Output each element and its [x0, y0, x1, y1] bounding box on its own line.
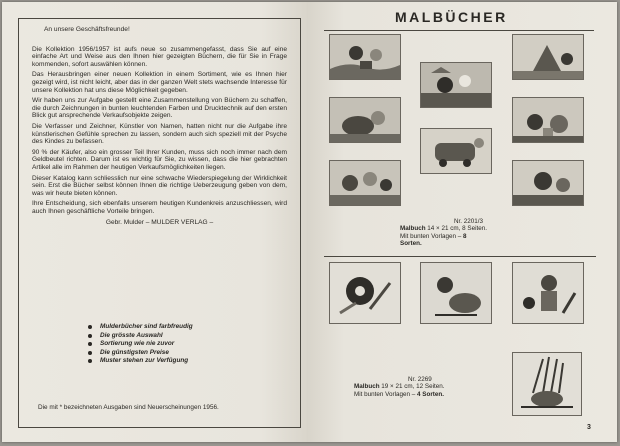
coloring-book-cover-image [329, 97, 401, 143]
section-divider [324, 256, 596, 257]
product-description [400, 225, 488, 247]
letter-paragraph: Wir haben uns zur Aufgabe gestellt eine Zusammenstellung von Büchern zu schaffen, die durch Zeichnungen in bunten leuchtenden Farben und Drucktechnik auf den ersten Blick gut ansprechende Verkaufsobjekte zeigen. [32, 97, 287, 120]
coloring-book-cover-image [512, 352, 582, 416]
feature-bullet [88, 349, 193, 358]
coloring-book-cover-image [512, 34, 584, 80]
footnote: Die mit * bezeichneten Ausgaben sind Neuerscheinungen 1956. [38, 404, 219, 411]
product-number: Nr. 2269 [408, 376, 432, 383]
product-number: Nr. 2201/3 [454, 218, 484, 225]
letter-paragraph: Das Herausbringen einer neuen Kollektion in einem Sortiment, wie es Ihnen hier gezeigt wird, ist nicht leicht, aber das in der ganzen Welt stets wachsende Interesse für unsere Kollektion hat uns diese Möglichkeit gegeben. [32, 71, 287, 94]
product-sorts: 4 Sorten. [417, 390, 444, 398]
letter-text [32, 26, 287, 230]
coloring-book-cover-image [329, 262, 401, 324]
bullet-dot-icon [88, 325, 92, 329]
letter-paragraph: 90 % der Käufer, also ein grosser Teil Ihrer Kunden, muss sich noch immer nach dem Geldbeutel richten. Darum ist es wichtig für Sie, zu wissen, dass die hier gebrachten Artikel alle im Rahmen der heutigen Verkaufsmöglichkeiten liegen. [32, 148, 287, 171]
page-heading: MALBÜCHER [395, 9, 508, 25]
bullet-dot-icon [88, 351, 92, 355]
coloring-book-cover-image [420, 128, 492, 174]
feature-bullet-list [88, 323, 193, 366]
bullet-text: Die grösste Auswahl [100, 331, 163, 339]
feature-bullet [88, 323, 193, 332]
bullet-dot-icon [88, 334, 92, 338]
coloring-book-cover-image [420, 62, 492, 108]
product-caption [354, 376, 452, 398]
bullet-text: Mulderbücher sind farbfreudig [100, 323, 193, 330]
letter-paragraph: Die Kollektion 1956/1957 ist aufs neue so zusammengefasst, dass Sie auf eine einfache Art und Weise aus den Ihnen hier gezeigten Büchern, die für Sie in Frage kommenden, sofort auswählen können. [32, 45, 287, 68]
coloring-book-cover-image [512, 160, 584, 206]
coloring-book-cover-image [329, 34, 401, 80]
product-name: Malbuch [354, 383, 380, 391]
product-specs: 19 × 21 cm, 12 Seiten. Mit bunten Vorlagen – [354, 383, 445, 398]
letter-paragraph: Dieser Katalog kann schliesslich nur eine schwache Wiederspiegelung der Wirklichkeit sein. Erst die Bücher selbst können Ihnen die richtige Ueberzeugung geben von dem, was wir heute bieten können. [32, 174, 287, 197]
bullet-text: Sortierung wie nie zuvor [100, 340, 175, 348]
letter-signature: Gebr. Mulder – MULDER VERLAG – [105, 219, 214, 227]
heading-rule [324, 30, 594, 31]
coloring-book-cover-image [512, 262, 584, 324]
coloring-book-cover-image [420, 262, 492, 324]
coloring-book-cover-image [329, 160, 401, 206]
product-description [354, 383, 452, 398]
product-specs: 14 × 21 cm, 8 Seiten. Mit bunten Vorlagen – [400, 225, 487, 240]
letter-greeting: An unsere Geschäftsfreunde! [44, 26, 130, 33]
feature-bullet [88, 332, 193, 341]
coloring-book-cover-image [512, 97, 584, 143]
bullet-text: Die günstigsten Preise [100, 348, 169, 356]
product-name: Malbuch [400, 225, 426, 233]
letter-paragraph: Ihre Entscheidung, sich ebenfalls unserem heutigen Kundenkreis anzuschliessen, wird auch Ihnen geschäftliche Vorteile bringen. [32, 200, 287, 215]
page-number: 3 [587, 424, 591, 431]
bullet-text: Muster stehen zur Verfügung [100, 357, 189, 365]
bullet-dot-icon [88, 342, 92, 346]
feature-bullet [88, 340, 193, 349]
letter-paragraph: Die Verfasser und Zeichner, Künstler von Namen, hatten nicht nur die Aufgabe ihre künstlerischen Gefühle sprechen zu lassen, sondern auch sich speziell mit der Psyche des Kindes zu befassen. [32, 122, 287, 146]
feature-bullet [88, 357, 193, 366]
product-caption [400, 218, 488, 248]
bullet-dot-icon [88, 359, 92, 363]
product-sorts: 8 Sorten. [400, 232, 467, 248]
